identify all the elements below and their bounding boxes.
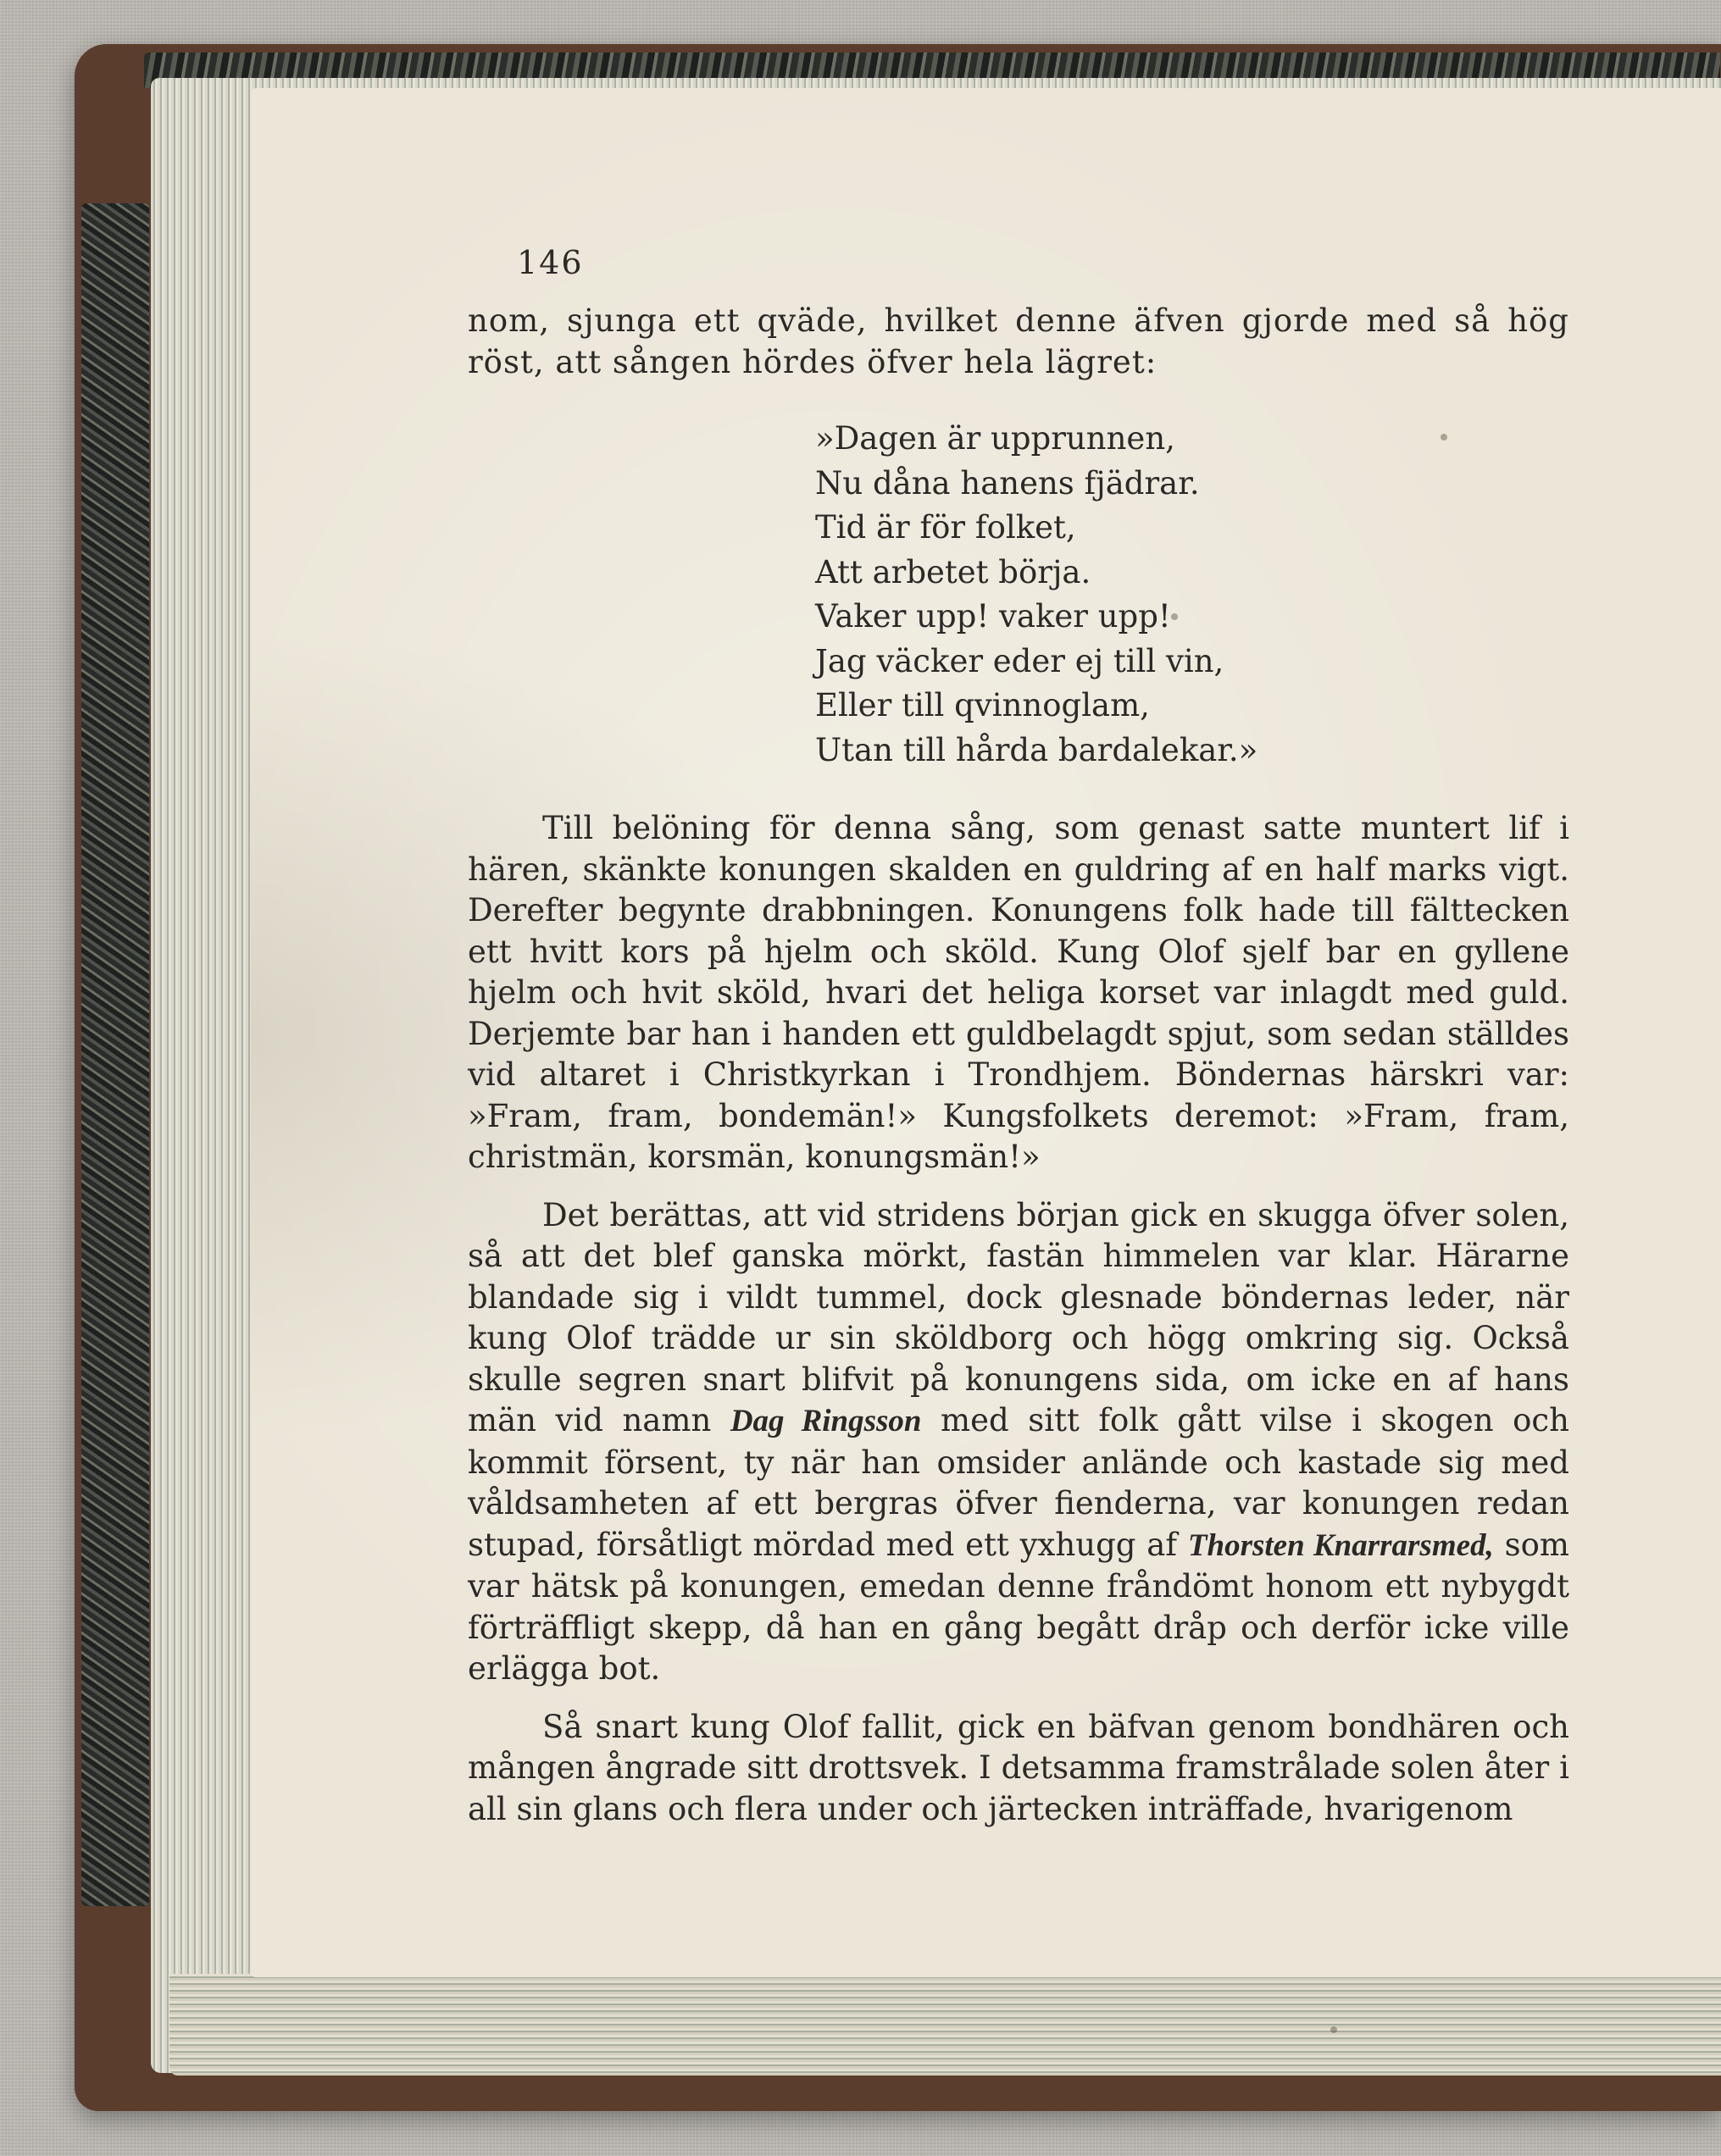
poem-line: Utan till hårda bardalekar.» [815,731,1258,768]
paper-spot [1330,2026,1337,2033]
poem-line: Eller till qvinnoglam, [815,687,1150,723]
page-stack-bottom [169,1974,1721,2076]
paragraph-reward: Till belöning för denna sång, som genast satte muntert lif i hären, skänkte konungen skalden en guldring af en half marks vigt. Derefter begynte drabbningen. Konungens folk hade till fälttecken ett hvitt kors på hjelm och sköld. Kung Olof sjelf bar en gyllene hjelm och hvit sköld, hvari det heliga korset var inlagdt med guld. Derjemte bar han i handen ett guldbelagdt spjut, som sedan ställdes vid altaret i Christkyrkan i Trondhjem. Böndernas härskri var: »Fram, fram, bondemän!» Kungsfolkets deremot: »Fram, fram, christmän, korsmän, konungsmän!» [468,810,1569,1175]
paragraph-battle-part-3: som var hätsk på konungen, emedan denne fråndömt honom ett nybygdt förträffligt skepp, då han en gång begått dråp och derför icke ville erlägga bot. [468,1526,1569,1687]
page-number: 146 [517,244,584,281]
person-name-thorsten-knarrarsmed: Thorsten Knarrarsmed, [1187,1527,1494,1563]
poem-line: »Dagen är upprunnen, [815,420,1175,457]
poem [815,417,1569,773]
marbled-spine [81,203,149,1906]
paragraph-battle-part-1: Det berättas, att vid stridens början gick en skugga öfver solen, så att det blef ganska mörkt, fastän himmelen var klar. Härarne blandade sig i vildt tummel, dock glesnade böndernas leder, när kung Olof trädde ur sin sköldborg och högg omkring sig. Också skulle segren snart blifvit på konungens sida, om icke en af hans män vid namn [468,1196,1569,1438]
paragraph-battle-part-2: med sitt folk gått vilse i skogen och kommit försent, ty när han omsider anlände och kastade sig med våldsamheten af ett bergras öfver fienderna, var konungen redan stupad, försåtligt mördad med ett yxhugg af [468,1402,1569,1563]
poem-line: Jag väcker eder ej till vin, [815,642,1224,679]
paragraph-aftermath: Så snart kung Olof fallit, gick en bäfvan genom bondhären och mången ångrade sitt drottsvek. I detsamma framstrålade solen åter i all sin glans och flera under och järtecken inträffade, hvarigenom [468,1708,1569,1827]
paragraph-intro: nom, sjunga ett qväde, hvilket denne äfven gjorde med så hög röst, att sången hördes öfver hela lägret: [468,302,1569,380]
paper-spot [1171,613,1178,620]
poem-line: Vaker upp! vaker upp! [815,598,1171,635]
person-name-dag-ringsson: Dag Ringsson [730,1404,922,1438]
poem-line: Nu dåna hanens fjädrar. [815,464,1200,502]
paper-spot [1441,434,1447,441]
poem-line: Tid är för folket, [815,509,1076,546]
paragraph-battle [468,1195,1569,1690]
page-text [468,301,1569,1830]
poem-line: Att arbetet börja. [815,553,1091,590]
